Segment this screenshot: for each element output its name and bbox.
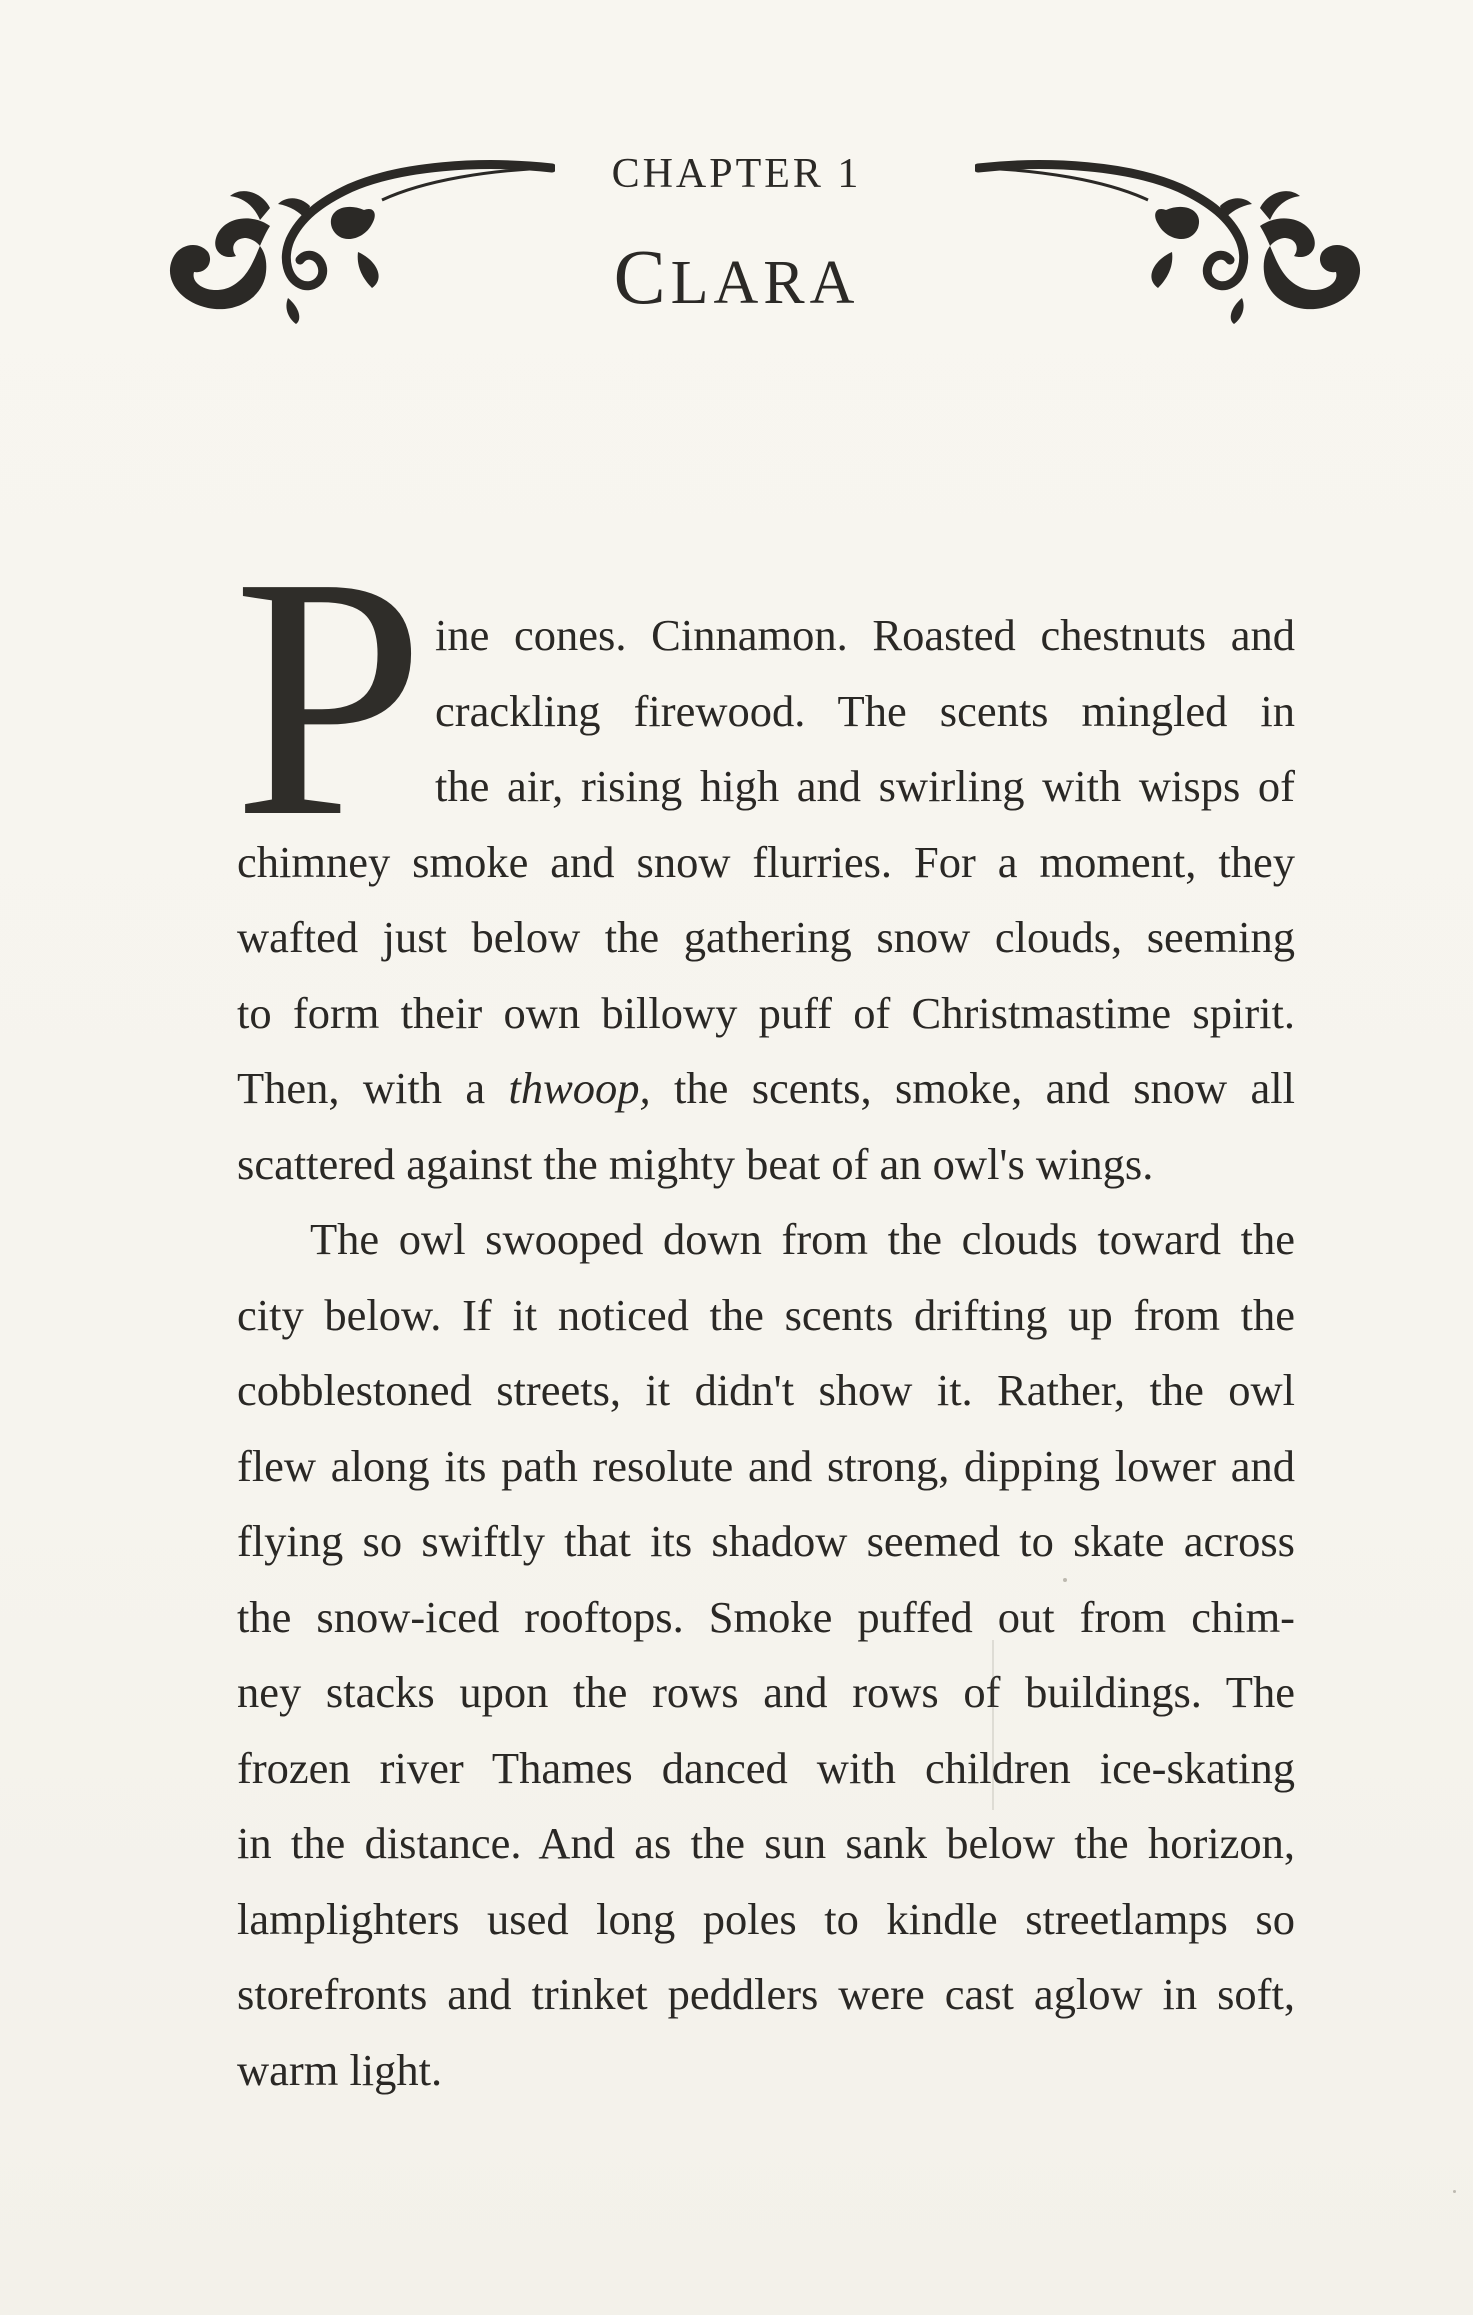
italic-word: thwoop, xyxy=(508,1063,651,1113)
chapter-title xyxy=(0,232,1473,322)
text-line: scattered against the mighty beat of an owl's wings. xyxy=(237,1138,1154,1189)
text-line: city below. If it noticed the scents drifting up from the xyxy=(237,1289,1295,1340)
text-line: lamplighters used long poles to kindle streetlamps so xyxy=(237,1893,1295,1944)
text-line: ine cones. Cinnamon. Roasted chestnuts and xyxy=(435,610,1295,660)
text-line: the air, rising high and swirling with wisps of xyxy=(435,761,1295,811)
text-line: The owl swooped down from the clouds toward the xyxy=(310,1214,1295,1264)
chapter-label: CHAPTER 1 xyxy=(611,151,862,197)
text-line: storefronts and trinket peddlers were cast aglow in soft, xyxy=(237,1969,1295,2019)
text-line: ney stacks upon the rows and rows of buildings. The xyxy=(237,1667,1295,1717)
scan-speck xyxy=(1063,1578,1067,1582)
text-line: in the distance. And as the sun sank below the horizon, xyxy=(237,1818,1295,1868)
chapter-title-rest: LARA xyxy=(670,249,860,317)
text-line: flying so swiftly that its shadow seemed to skate across xyxy=(237,1516,1295,1566)
text-line: warm light. xyxy=(237,2044,443,2095)
scan-crease xyxy=(992,1640,994,1810)
scan-speck xyxy=(1453,2190,1456,2193)
text-line: frozen river Thames danced with children ice-skating xyxy=(237,1742,1295,1793)
line-part: Then, with a xyxy=(237,1063,509,1113)
text-line: to form their own billowy puff of Christmastime spirit. xyxy=(237,987,1295,1038)
text-line: the snow-iced rooftops. Smoke puffed out from chim- xyxy=(237,1591,1295,1642)
text-line: chimney smoke and snow flurries. For a moment, they xyxy=(237,836,1295,887)
text-line: cobblestoned streets, it didn't show it. Rather, the owl xyxy=(237,1365,1295,1415)
text-line: wafted just below the gathering snow clouds, seeming xyxy=(237,912,1295,962)
text-line: crackling firewood. The scents mingled in xyxy=(435,685,1295,736)
line-part: the scents, smoke, and snow all xyxy=(650,1063,1295,1113)
chapter-title-initial: C xyxy=(613,233,671,320)
chapter-body xyxy=(237,598,1295,2108)
text-line-italic xyxy=(237,1051,1295,1127)
drop-cap: P xyxy=(233,506,425,888)
text-line: flew along its path resolute and strong, dipping lower and xyxy=(237,1440,1295,1491)
